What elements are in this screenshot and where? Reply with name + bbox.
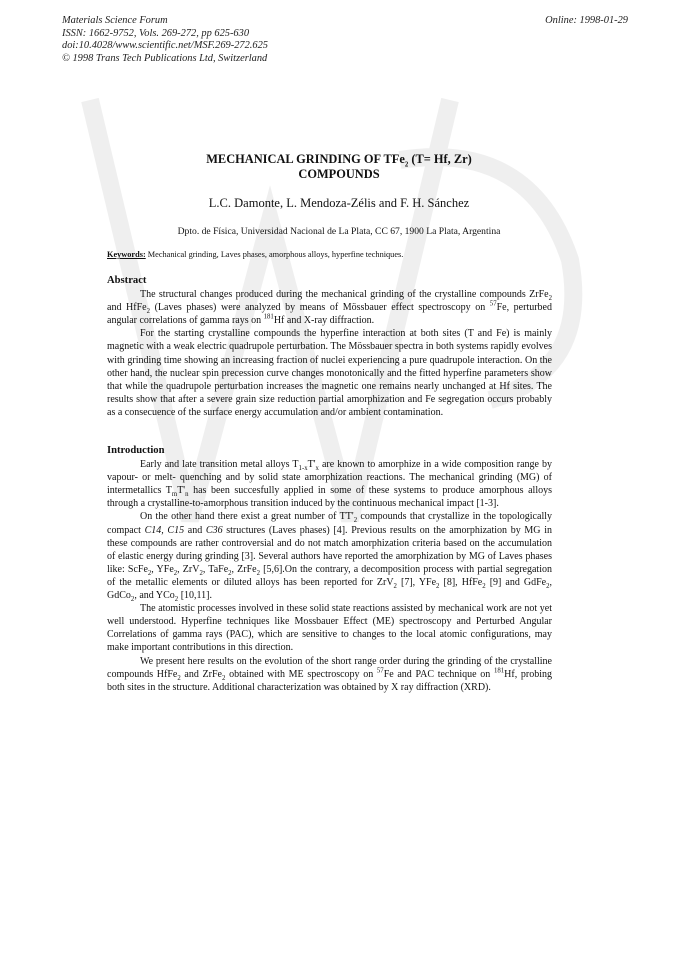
intro-paragraph: We present here results on the evolution of the short range order during the grinding of the crystalline compounds HfFe$_2$ and ZrFe$_2$ obtained with ME spectroscopy on $^{57}$Fe and PAC technique on $^{181}$Hf, probing both sites in the structure. Additional characterization was obtained by X ray diffraction (XRD). (107, 655, 552, 693)
intro-paragraph: Early and late transition metal alloys $T_{1-x}T'_x$ are known to amorphize in a wide composition range by vapour- or melt- quenching and by solid state amorphization reactions. The mechanical grinding (MG) of intermetallics $T_mT'_n$ has been succesfully applied in some of these systems to produce amorphous alloys through a crystalline-to-amorphous transition induced by the continuous mechanical impact [1-3]. (107, 459, 553, 510)
intro-paragraph: The atomistic processes involved in these solid state reactions assisted by mechanical work are not yet well understood. Hyperfine techniques like Mossbauer Effect (ME) spectroscopy and Perturbed Angular Correlations of gamma rays (PAC), which are sensitive to changes to the local atomic configurations, may make important contributions in this direction. (107, 603, 552, 654)
title-text-2: (T= Hf, Zr) (408, 152, 472, 166)
online-date: Online: 1998-01-29 (545, 15, 628, 26)
journal-name: Materials Science Forum (62, 15, 168, 26)
authors: L.C. Damonte, L. Mendoza-Zélis and F. H. Sánchez (208, 196, 470, 210)
introduction-section (107, 444, 552, 694)
title-subscript: 2 (404, 161, 409, 169)
abstract-paragraph: The structural changes produced during the mechanical grinding of the crystalline compounds ZrFe$_2$ and HfFe$_2$ (Laves phases) were analyzed by means of Mössbauer effect spectroscopy on $^{57}$Fe, perturbed angular correlations of gamma rays on $^{181}$Hf and X-ray diffraction. (107, 289, 552, 327)
abstract-heading: Abstract (107, 275, 147, 286)
paper-title (100, 152, 578, 181)
title-text: MECHANICAL GRINDING OF TFe (206, 152, 405, 166)
issn-line: ISSN: 1662-9752, Vols. 269-272, pp 625-630 (62, 27, 250, 39)
title-line-2: COMPOUNDS (298, 166, 380, 181)
keywords-label: Keywords: (107, 250, 146, 259)
introduction-heading: Introduction (107, 445, 165, 456)
copyright-line: © 1998 Trans Tech Publications Ltd, Switzerland (62, 52, 268, 64)
abstract-paragraph: For the starting crystalline compounds the hyperfine interaction at both sites (T and Fe) is mainly magnetic with a weak electric quadrupole perturbation. The Mössbauer spectra in both systems rapidly evolves with grinding time showing an increasing fraction of nuclei experiencing a pure quadrupole interaction. On the other hand, the nuclear spin precession curve changes monotonically and the fitted hyperfine parameters show that while the quadrupole perturbation increases the magnetic one remains nearly unchanged at Hf sites. The results show that after a severe grain size reduction partial amorphization and Fe segregation occurs probably as a consecuence of the surface energy accumulation and/or ambient contamination. (107, 328, 552, 418)
abstract-section (107, 274, 552, 419)
keywords (107, 250, 403, 259)
keywords-text: Mechanical grinding, Laves phases, amorphous alloys, hyperfine techniques. (145, 250, 404, 259)
affiliation: Dpto. de Física, Universidad Nacional de La Plata, CC 67, 1900 La Plata, Argentina (177, 226, 501, 237)
intro-paragraph: On the other hand there exist a great number of $TT'_2$ compounds that crystallize in the topologically compact C14, C15 and C36 structures (Laves phases) [4]. Previous results on the amorphization by MG in these compounds are rather controversial and do not match amorphization criteria based on the accumulation of elastic energy during grinding [3]. Several authors have reported the amorphization by MG of Laves phases like: ScFe$_2$, YFe$_2$, ZrV$_2$, TaFe$_2$, ZrFe$_2$ [5,6].On the contrary, a decomposition process with partial segregation of the metallic elements or diluted alloys has been reported for ZrV$_2$ [7], YFe$_2$ [8], HfFe$_2$ [9] and GdFe$_2$, GdCo$_2$, and YCo$_2$ [10,11]. (107, 511, 552, 604)
doi-link[interactable]: doi:10.4028/www.scientific.net/MSF.269-272.625 (62, 40, 268, 51)
journal-header (62, 15, 268, 65)
